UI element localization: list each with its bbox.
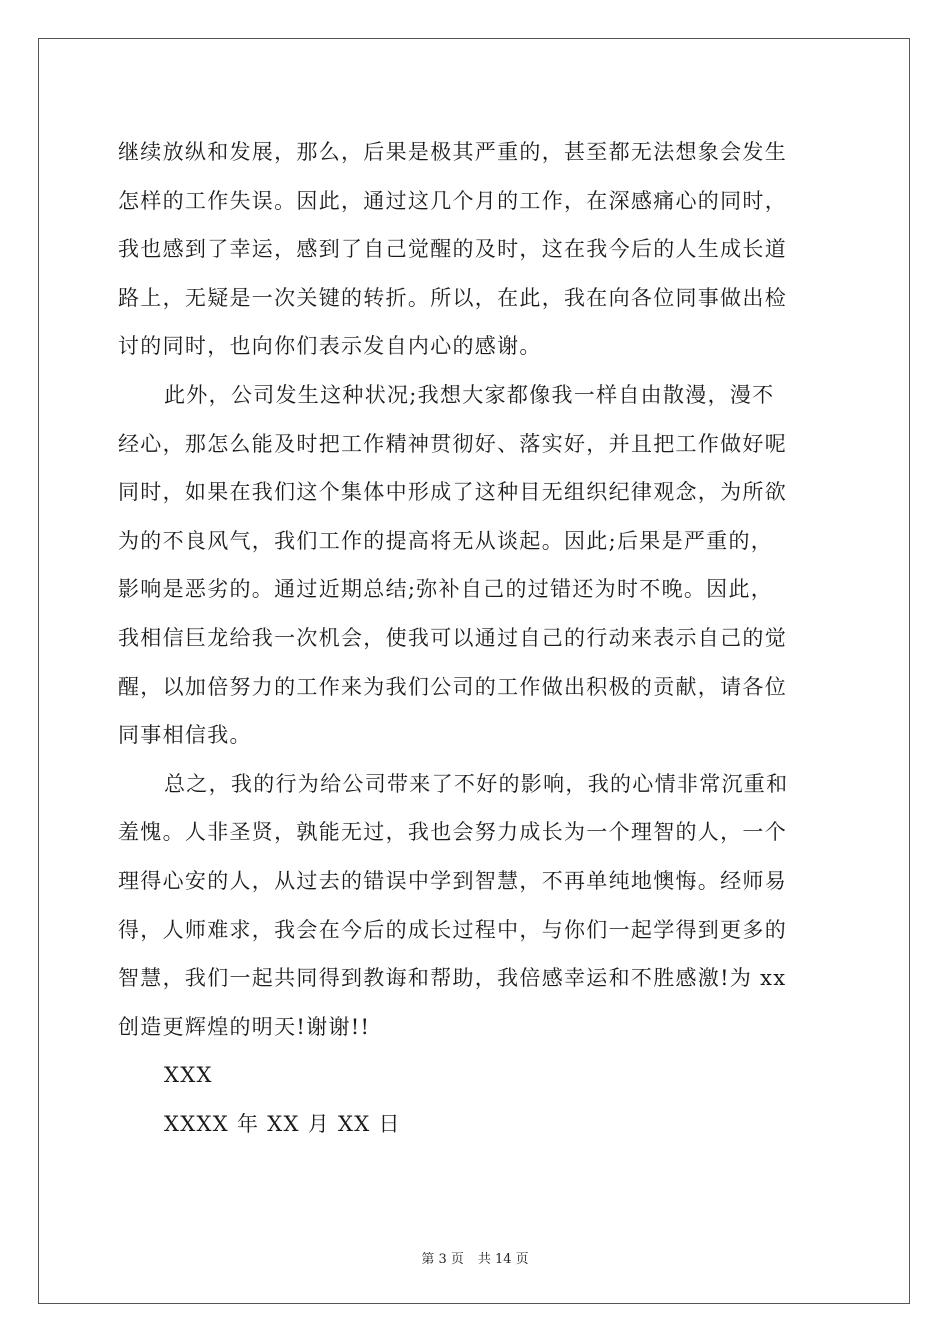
text-line: 路上，无疑是一次关键的转折。所以，在此，我在向各位同事做出检	[118, 285, 787, 310]
page-number: 第 3 页	[421, 1252, 464, 1267]
page-footer	[0, 1248, 950, 1267]
text-line: 我相信巨龙给我一次机会，使我可以通过自己的行动来表示自己的觉	[118, 625, 787, 650]
text-line: 此外，公司发生这种状况;我想大家都像我一样自由散漫，漫不	[164, 382, 775, 407]
text-line: 影响是恶劣的。通过近期总结;弥补自己的过错还为时不晚。因此，	[118, 577, 774, 602]
text-line: 我也感到了幸运，感到了自己觉醒的及时，这在我今后的人生成长道	[118, 237, 787, 262]
text-line: XXX	[164, 1063, 213, 1088]
text-line: 醒，以加倍努力的工作来为我们公司的工作做出积极的贡献，请各位	[118, 674, 787, 699]
text-line: 理得心安的人，从过去的错误中学到智慧，不再单纯地懊悔。经师易	[118, 868, 787, 893]
text-line: XXXX 年 XX 月 XX 日	[164, 1111, 401, 1136]
text-line: 继续放纵和发展，那么，后果是极其严重的，甚至都无法想象会发生	[118, 140, 787, 164]
page-total: 共 14 页	[477, 1252, 529, 1267]
text-line: 怎样的工作失误。因此，通过这几个月的工作，在深感痛心的同时，	[118, 188, 787, 213]
text-line: 同事相信我。	[118, 723, 252, 748]
document-body	[118, 128, 838, 1148]
text-line: 得，人师难求，我会在今后的成长过程中，与你们一起学得到更多的	[118, 917, 787, 942]
text-line: 为的不良风气，我们工作的提高将无从谈起。因此;后果是严重的，	[118, 528, 774, 553]
text-line: 同时，如果在我们这个集体中形成了这种目无组织纪律观念，为所欲	[118, 480, 787, 505]
text-line: 羞愧。人非圣贤，孰能无过，我也会努力成长为一个理智的人，一个	[118, 820, 787, 845]
text-line: 经心，那怎么能及时把工作精神贯彻好、落实好，并且把工作做好呢	[118, 431, 787, 456]
text-line: 讨的同时，也向你们表示发自内心的感谢。	[118, 334, 542, 359]
text-line: 创造更辉煌的明天!谢谢!!	[118, 1014, 371, 1039]
text-line: 智慧，我们一起共同得到教诲和帮助，我倍感幸运和不胜感激!为 xx	[118, 966, 787, 991]
text-line: 总之，我的行为给公司带来了不好的影响，我的心情非常沉重和	[164, 771, 789, 796]
